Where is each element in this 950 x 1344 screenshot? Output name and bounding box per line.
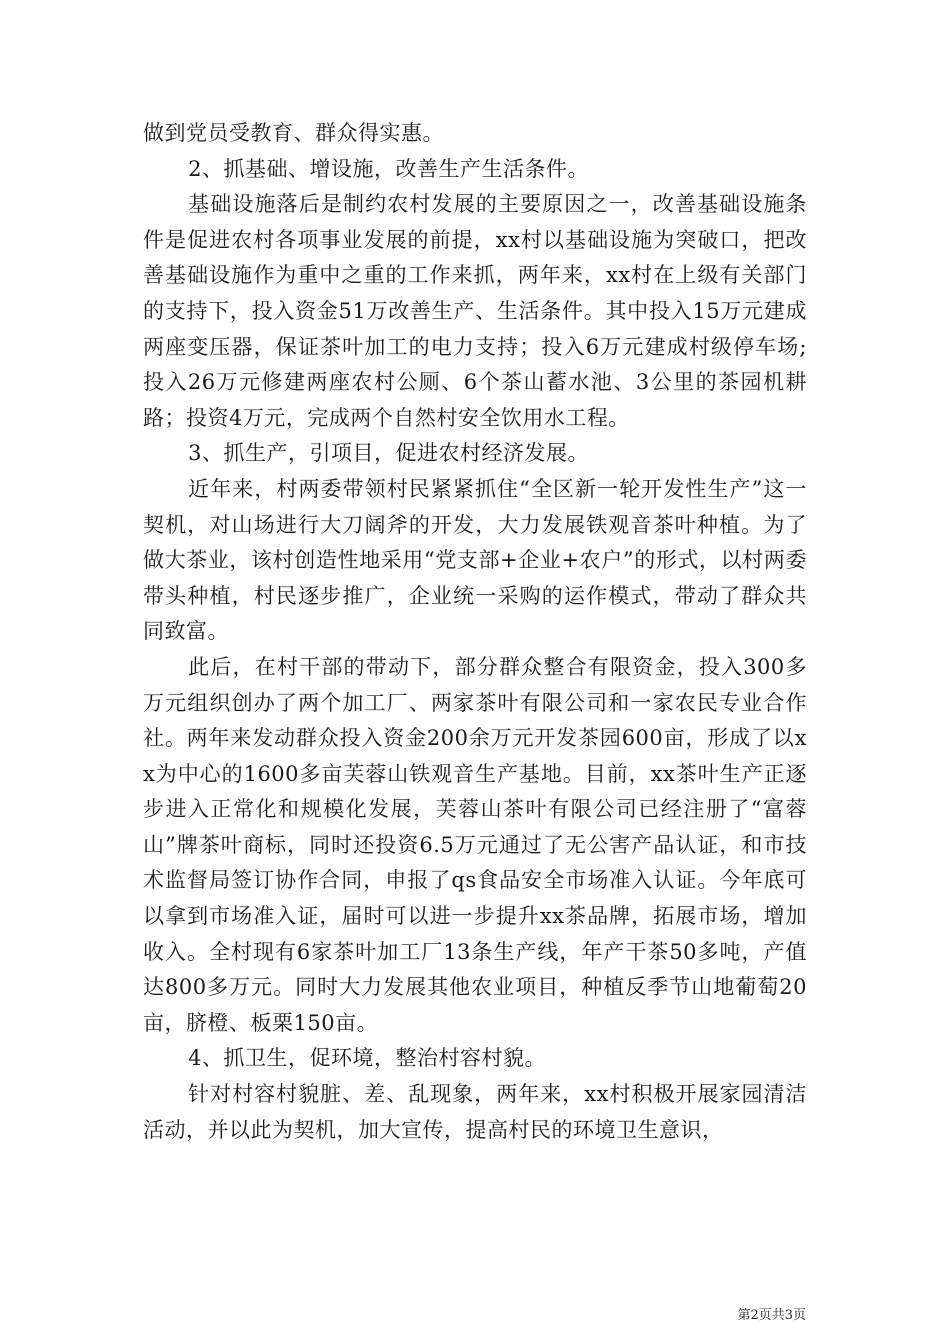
section-heading-3: 3、抓生产，引项目，促进农村经济发展。 <box>188 441 589 466</box>
paragraph-tea-industry: 近年来，村两委带领村民紧紧抓住“全区新一轮开发性生产”这一契机，对山场进行大刀阔斧的开发，大力发展铁观音茶叶种植。为了做大茶业，该村创造性地采用“党支部+企业+农户”的形式，以村两委带头种植，村民逐步推广，企业统一采购的运作模式，带动了群众共同致富。 <box>143 476 807 644</box>
section-heading-2: 2、抓基础、增设施，改善生产生活条件。 <box>188 156 589 181</box>
paragraph-infrastructure: 基础设施落后是制约农村发展的主要原因之一，改善基础设施条件是促进农村各项事业发展的前提，xx村以基础设施为突破口，把改善基础设施作为重中之重的工作来抓，两年来，xx村在上级有关部门的支持下，投入资金51万改善生产、生活条件。其中投入15万元建成两座变压器，保证茶叶加工的电力支持；投入6万元建成村级停车场;投入26万元修建两座农村公厕、6个茶山蓄水池、3公里的茶园机耕路；投资4万元，完成两个自然村安全饮用水工程。 <box>143 192 807 430</box>
paragraph-enterprises: 此后，在村干部的带动下，部分群众整合有限资金，投入300多万元组织创办了两个加工厂、两家茶叶有限公司和一家农民专业合作社。两年来发动群众投入资金200余万元开发茶园600亩，形成了以xx为中心的1600多亩芙蓉山铁观音生产基地。目前，xx茶叶生产正逐步进入正常化和规模化发展，芙蓉山茶叶有限公司已经注册了“富蓉山”牌茶叶商标，同时还投资6.5万元通过了无公害产品认证，和市技术监督局签订协作合同，申报了qs食品安全市场准入认证。今年底可以拿到市场准入证，届时可以进一步提升xx茶品牌，拓展市场，增加收入。全村现有6家茶叶加工厂13条生产线，年产干茶50多吨，产值达800多万元。同时大力发展其他农业项目，种植反季节山地葡萄20亩，脐橙、板栗150亩。 <box>143 654 807 1035</box>
paragraph-sanitation: 针对村容村貌脏、差、乱现象，两年来，xx村积极开展家园清洁活动，并以此为契机，加大宣传，提高村民的环境卫生意识， <box>143 1082 807 1142</box>
section-heading-4: 4、抓卫生，促环境，整治村容村貌。 <box>188 1046 546 1071</box>
paragraph-1: 做到党员受教育、群众得实惠。 <box>143 121 444 145</box>
document-body <box>143 116 807 1148</box>
page-number: 第2页共3页 <box>737 1308 806 1323</box>
